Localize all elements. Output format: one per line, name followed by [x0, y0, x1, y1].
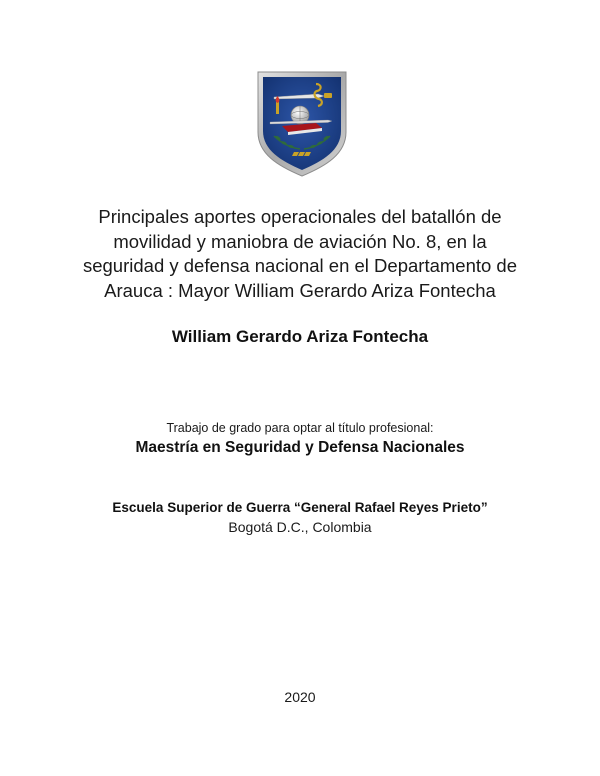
author-name: William Gerardo Ariza Fontecha [171, 327, 429, 346]
title-line: Arauca : Mayor William Gerardo Ariza Fontecha [104, 279, 496, 301]
degree-title: Maestría en Seguridad y Defensa Nacionales [135, 439, 465, 456]
document-title [60, 205, 540, 303]
institution-location: Bogotá D.C., Colombia [228, 519, 372, 535]
title-line: seguridad y defensa nacional en el Departamento de [82, 255, 518, 276]
title-line: Principales aportes operacionales del batallón de [98, 206, 502, 227]
title-line: movilidad y maniobra de aviación No. 8, en la [113, 230, 487, 252]
degree-purpose: Trabajo de grado para optar al título profesional: [166, 421, 434, 435]
publication-year: 2020 [284, 689, 316, 705]
military-shield-crest-icon [256, 70, 348, 178]
institution-name: Escuela Superior de Guerra “General Rafael Reyes Prieto” [112, 500, 488, 515]
